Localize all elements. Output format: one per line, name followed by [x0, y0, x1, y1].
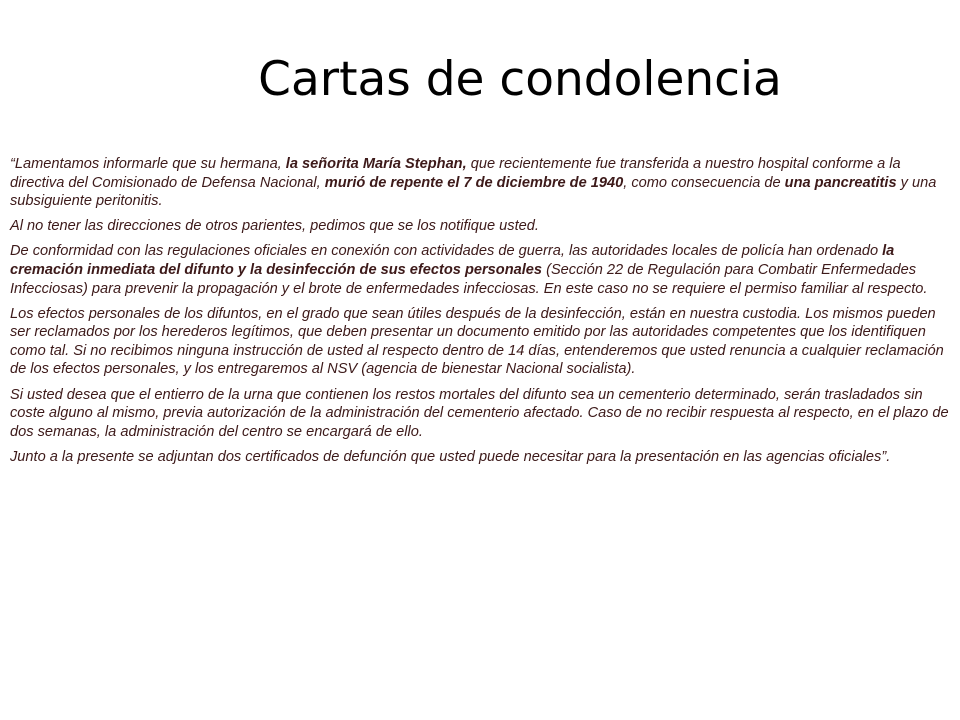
- paragraph-text: Si usted desea que el entierro de la urna que contienen los restos mortales del difunto sea un cementerio determinado, serán trasladados sin coste alguno al mismo, previa autorización de la administración del cementerio afectado. Caso de no recibir respuesta al respecto, en el plazo de dos semanas, la administración del centro se encargará de ello.: [10, 386, 949, 440]
- paragraph-text: que recientemente fue transferida a nuestro hospital conforme a la directiva del Comisionado de Defensa Nacional,: [10, 156, 901, 191]
- slide-title: Cartas de condolencia: [258, 52, 782, 107]
- letter-paragraph: [10, 155, 952, 211]
- letter-paragraph: [10, 448, 952, 467]
- paragraph-text: De conformidad con las regulaciones oficiales en conexión con actividades de guerra, las autoridades locales de policía han ordenado: [10, 243, 883, 260]
- emphasized-text: murió de repente el 7 de diciembre de 1940: [324, 174, 624, 191]
- emphasized-text: una pancreatitis: [784, 174, 897, 191]
- paragraph-text: , como consecuencia de: [623, 174, 785, 191]
- paragraph-text: “Lamentamos informarle que su hermana,: [10, 156, 286, 172]
- letter-paragraph: [10, 217, 952, 236]
- paragraph-text: Al no tener las direcciones de otros parientes, pedimos que se los notifique usted.: [10, 218, 539, 235]
- paragraph-text: (Sección 22 de Regulación para Combatir Enfermedades Infecciosas) para prevenir la propagación y el brote de enfermedades infecciosas. En este caso no se requiere el permiso familiar al respecto.: [10, 261, 928, 297]
- letter-paragraph: [10, 305, 952, 379]
- letter-paragraph: [10, 386, 952, 442]
- paragraph-text: y una subsiguiente peritonitis.: [10, 174, 937, 210]
- emphasized-text: la cremación inmediata del difunto y la desinfección de sus efectos personales: [10, 243, 895, 278]
- letter-paragraph: [10, 242, 952, 298]
- paragraph-text: Junto a la presente se adjuntan dos certificados de defunción que usted puede necesitar para la presentación en las agencias oficiales”.: [10, 448, 891, 465]
- emphasized-text: la señorita María Stephan,: [285, 156, 467, 172]
- paragraph-text: Los efectos personales de los difuntos, en el grado que sean útiles después de la desinfección, están en nuestra custodia. Los mismos pueden ser reclamados por los herederos legítimos, que deben presentar un documento emitido por las autoridades competentes que los identifiquen como tal. Si no recibimos ninguna instrucción de usted al respecto dentro de 14 días, entenderemos que usted renuncia a cualquier reclamación de los efectos personales, y los entregaremos al NSV (agencia de bienestar Nacional socialista).: [10, 305, 944, 378]
- letter-body: [10, 155, 952, 473]
